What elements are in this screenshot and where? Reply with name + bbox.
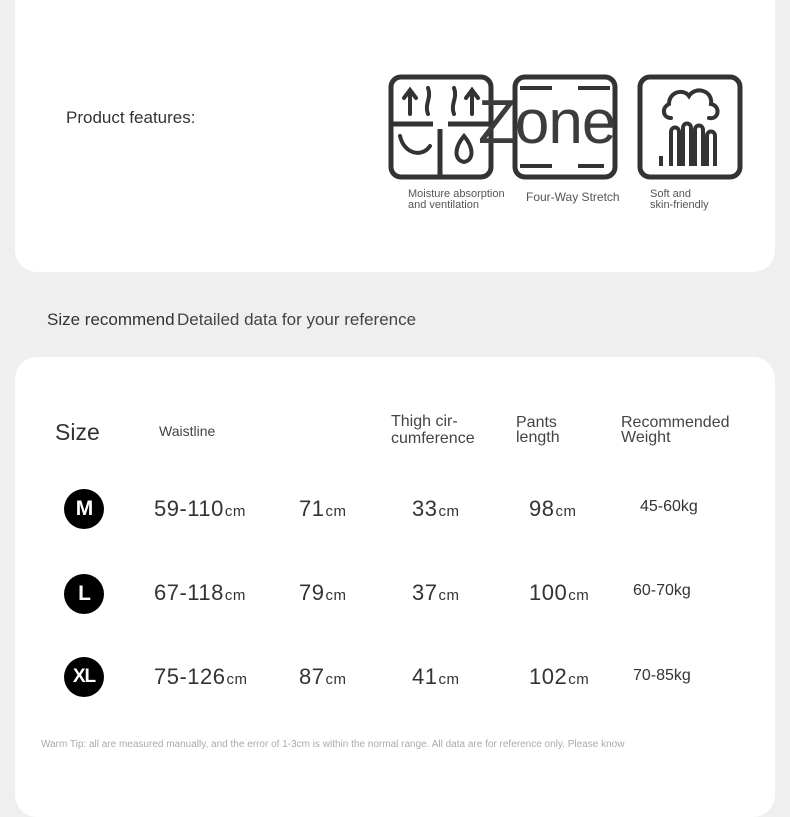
cell-thigh: 33cm xyxy=(412,496,460,521)
cell-length: 100cm xyxy=(529,580,590,605)
cell-weight: 45-60kg xyxy=(640,498,698,515)
cell-hip: 71cm xyxy=(299,496,347,521)
header-pants-length: Pants length xyxy=(516,414,560,446)
soft-skin-friendly-icon xyxy=(637,74,743,180)
size-section-title: Size recommend xyxy=(47,310,175,329)
features-label: Product features: xyxy=(66,108,196,127)
cell-weight: 60-70kg xyxy=(633,582,691,599)
feature-caption-moisture: Moisture absorption and ventilation xyxy=(408,188,505,211)
cell-waist: 59-110cm xyxy=(154,496,246,521)
header-thigh: Thigh cir- cumference xyxy=(391,413,475,447)
cell-length: 98cm xyxy=(529,496,577,521)
cell-hip: 79cm xyxy=(299,580,347,605)
cell-thigh: 37cm xyxy=(412,580,460,605)
warm-tip: Warm Tip: all are measured manually, and the error of 1-3cm is within the normal range. All data are for reference only. Please know xyxy=(41,739,625,750)
cell-hip: 87cm xyxy=(299,664,347,689)
watermark-text: Zone xyxy=(478,88,616,157)
feature-caption-stretch: Four-Way Stretch xyxy=(526,190,620,204)
size-badge-m: M xyxy=(64,489,104,529)
cell-waist: 75-126cm xyxy=(154,664,248,689)
cell-thigh: 41cm xyxy=(412,664,460,689)
cell-length: 102cm xyxy=(529,664,590,689)
header-waistline: Waistline xyxy=(159,423,216,439)
cell-waist: 67-118cm xyxy=(154,580,246,605)
size-badge-l: L xyxy=(64,574,104,614)
header-recommended-weight: Recommended Weight xyxy=(621,414,730,446)
header-size: Size xyxy=(55,419,100,445)
feature-caption-soft: Soft and skin-friendly xyxy=(650,188,709,211)
cell-weight: 70-85kg xyxy=(633,667,691,684)
size-badge-xl: XL xyxy=(64,657,104,697)
size-section-subtitle: Detailed data for your reference xyxy=(177,310,417,329)
